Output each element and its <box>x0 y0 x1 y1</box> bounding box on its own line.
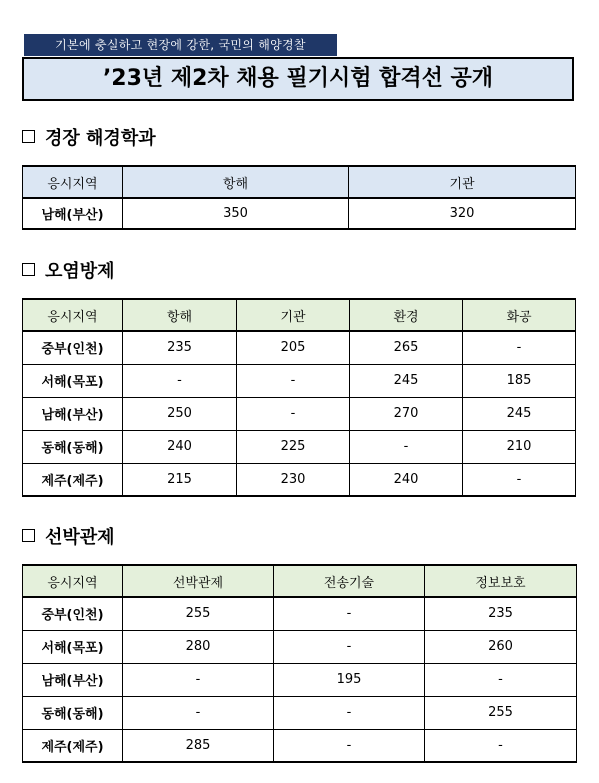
table-cell: 240 <box>123 430 237 463</box>
table-cell: 중부(인천) <box>23 597 123 630</box>
column-header: 항해 <box>123 166 349 198</box>
table-cell: 서해(목포) <box>23 630 123 663</box>
section-heading-vessel-traffic-control <box>22 527 115 549</box>
column-header: 정보보호 <box>425 565 577 597</box>
page-title: ’23년 제2차 채용 필기시험 합격선 공개 <box>22 57 574 101</box>
table-cell: 255 <box>123 597 274 630</box>
table-cell: - <box>463 331 576 364</box>
table-cell: 제주(제주) <box>23 729 123 762</box>
table-cell: 280 <box>123 630 274 663</box>
table-cell: 서해(목포) <box>23 364 123 397</box>
column-header: 환경 <box>350 299 463 331</box>
table-cell: - <box>350 430 463 463</box>
table-cell: 245 <box>350 364 463 397</box>
table-row <box>23 331 576 364</box>
table-row <box>23 663 577 696</box>
table-cell: - <box>425 663 577 696</box>
column-header: 기관 <box>237 299 350 331</box>
checkbox-square-icon <box>22 130 35 143</box>
table-cell: 350 <box>123 198 349 229</box>
checkbox-square-icon <box>22 263 35 276</box>
table-header-row <box>23 166 576 198</box>
table-cell: 210 <box>463 430 576 463</box>
table-row <box>23 364 576 397</box>
table-cell: - <box>274 597 425 630</box>
column-header: 응시지역 <box>23 299 123 331</box>
cutoff-table-coast-guard-academy <box>22 165 576 230</box>
table-cell: - <box>274 729 425 762</box>
table-cell: 225 <box>237 430 350 463</box>
table-cell: 255 <box>425 696 577 729</box>
table-row <box>23 198 576 229</box>
column-header: 기관 <box>349 166 576 198</box>
section-heading-coast-guard-academy <box>22 128 156 150</box>
table-cell: 235 <box>123 331 237 364</box>
table-cell: - <box>425 729 577 762</box>
table-cell: 240 <box>350 463 463 496</box>
table-cell: - <box>274 696 425 729</box>
table-cell: 235 <box>425 597 577 630</box>
section-heading-label: 선박관제 <box>45 527 115 548</box>
table-cell: 동해(동해) <box>23 696 123 729</box>
table-cell: - <box>237 364 350 397</box>
column-header: 응시지역 <box>23 565 123 597</box>
table-row <box>23 696 577 729</box>
table-row <box>23 430 576 463</box>
table-cell: - <box>237 397 350 430</box>
table-cell: 245 <box>463 397 576 430</box>
column-header: 전송기술 <box>274 565 425 597</box>
section-heading-pollution-control <box>22 261 115 283</box>
table-cell: 320 <box>349 198 576 229</box>
table-cell: 남해(부산) <box>23 663 123 696</box>
table-row <box>23 397 576 430</box>
table-row <box>23 463 576 496</box>
table-cell: 215 <box>123 463 237 496</box>
checkbox-square-icon <box>22 529 35 542</box>
table-cell: - <box>123 696 274 729</box>
table-row <box>23 729 577 762</box>
table-cell: - <box>463 463 576 496</box>
column-header: 응시지역 <box>23 166 123 198</box>
table-cell: 185 <box>463 364 576 397</box>
column-header: 선박관제 <box>123 565 274 597</box>
slogan-banner: 기본에 충실하고 현장에 강한, 국민의 해양경찰 <box>24 34 337 56</box>
table-header-row <box>23 299 576 331</box>
column-header: 화공 <box>463 299 576 331</box>
table-cell: 260 <box>425 630 577 663</box>
table-cell: 265 <box>350 331 463 364</box>
table-cell: 195 <box>274 663 425 696</box>
table-cell: 남해(부산) <box>23 397 123 430</box>
cutoff-table-vessel-traffic-control <box>22 564 577 763</box>
table-cell: 285 <box>123 729 274 762</box>
section-heading-label: 경장 해경학과 <box>45 128 156 149</box>
table-cell: 205 <box>237 331 350 364</box>
table-cell: - <box>274 630 425 663</box>
table-header-row <box>23 565 577 597</box>
table-cell: - <box>123 663 274 696</box>
table-row <box>23 597 577 630</box>
table-cell: 중부(인천) <box>23 331 123 364</box>
table-cell: 남해(부산) <box>23 198 123 229</box>
column-header: 항해 <box>123 299 237 331</box>
cutoff-table-pollution-control <box>22 298 576 497</box>
table-cell: - <box>123 364 237 397</box>
table-cell: 제주(제주) <box>23 463 123 496</box>
table-cell: 동해(동해) <box>23 430 123 463</box>
table-cell: 270 <box>350 397 463 430</box>
table-cell: 250 <box>123 397 237 430</box>
section-heading-label: 오염방제 <box>45 261 115 282</box>
table-row <box>23 630 577 663</box>
table-cell: 230 <box>237 463 350 496</box>
